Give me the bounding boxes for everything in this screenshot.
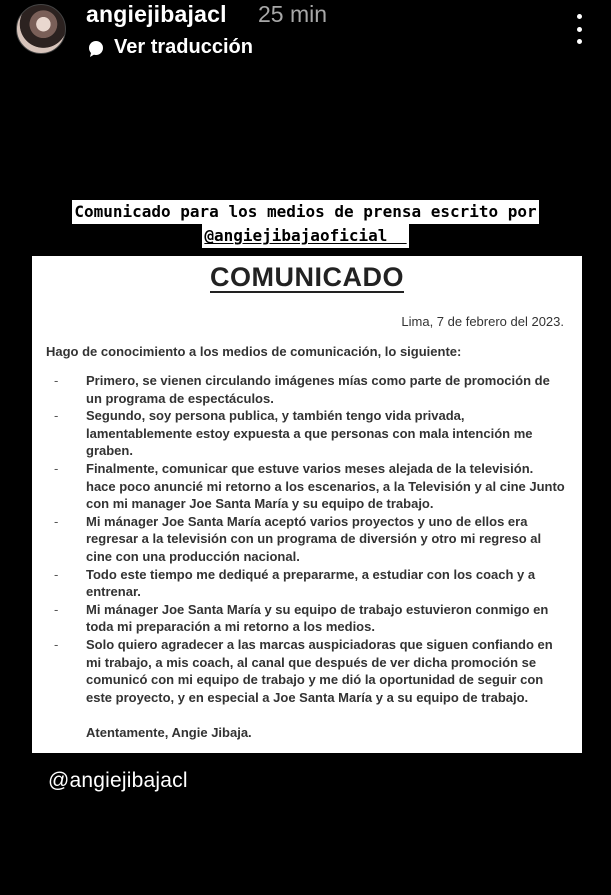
- list-item-line: entrenar.: [86, 584, 141, 600]
- list-item: [46, 460, 566, 513]
- list-item-line: graben.: [86, 443, 133, 459]
- list-item-line: hace poco anuncié mi retorno a los escenarios, a la Televisión y al cine Junto: [86, 478, 565, 494]
- list-item-line: toda mi preparación a mi retorno a los medios.: [86, 619, 375, 635]
- list-item-line: con mi manager Joe Santa María y su equipo de trabajo.: [86, 496, 434, 512]
- mention-tag[interactable]: @angiejibajacl: [48, 769, 188, 792]
- story-caption: [0, 200, 611, 248]
- press-release-document: [32, 256, 582, 753]
- list-item-line: Todo este tiempo me dediqué a prepararme, a estudiar con los coach y a: [86, 566, 536, 582]
- more-vertical-icon[interactable]: [569, 14, 589, 44]
- list-item-line: comunicó con mi equipo de trabajo y me dió la oportunidad de seguir con: [86, 672, 544, 688]
- list-item: [46, 372, 566, 407]
- list-item: [46, 636, 566, 706]
- document-list: [46, 372, 566, 706]
- translate-label: Ver traducción: [114, 36, 253, 58]
- list-item: [46, 513, 566, 566]
- post-time: 25 min: [258, 1, 328, 27]
- list-item-line: Finalmente, comunicar que estuve varios meses alejada de la televisión.: [86, 460, 534, 476]
- list-item-line: Segundo, soy persona publica, y también tengo vida privada,: [86, 408, 465, 424]
- list-bullet: -: [54, 373, 59, 388]
- list-bullet: -: [54, 408, 59, 424]
- document-title: COMUNICADO: [210, 262, 404, 292]
- list-item-line: este proyecto, y en especial a Joe Santa María y a su equipo de trabajo.: [86, 689, 529, 705]
- list-item-line: cine con una producción nacional.: [86, 548, 300, 564]
- story-header: [0, 0, 611, 70]
- list-item-line: lamentablemente estoy expuesta a que personas con mala intención me: [86, 425, 533, 441]
- translate-dot-icon: [88, 40, 104, 56]
- document-signature: Atentamente, Angie Jibaja.: [86, 725, 252, 740]
- document-intro: Hago de conocimiento a los medios de comunicación, lo siguiente:: [46, 344, 462, 359]
- list-item: [46, 601, 566, 636]
- list-item-line: Mi mánager Joe Santa María y su equipo de trabajo estuvieron conmigo en: [86, 601, 549, 617]
- caption-line-2: @angiejibajaoficial: [202, 224, 408, 248]
- username[interactable]: angiejibajacl: [86, 1, 227, 27]
- list-item: [46, 566, 566, 601]
- list-item-line: mi trabajo, a mis coach, al canal que después de ver dicha promoción se: [86, 654, 537, 670]
- caption-line-1: Comunicado para los medios de prensa escrito por: [72, 200, 538, 224]
- list-bullet: -: [54, 566, 59, 582]
- list-item-line: Primero, se vienen circulando imágenes mías como parte de promoción de: [86, 373, 550, 388]
- avatar[interactable]: [16, 4, 66, 54]
- translate-button[interactable]: [88, 36, 253, 59]
- document-date: Lima, 7 de febrero del 2023.: [401, 314, 564, 329]
- list-bullet: -: [54, 460, 59, 476]
- list-item: [46, 407, 566, 460]
- list-item-line: Mi mánager Joe Santa María aceptó varios proyectos y uno de ellos era: [86, 513, 528, 529]
- list-bullet: -: [54, 513, 59, 529]
- list-bullet: -: [54, 636, 59, 652]
- list-bullet: -: [54, 601, 59, 617]
- list-item-line: un programa de espectáculos.: [86, 390, 274, 406]
- list-item-line: regresar a la televisión con un programa de diversión y otro mi regreso al: [86, 531, 542, 547]
- list-item-line: Solo quiero agradecer a las marcas auspiciadoras que siguen confiando en: [86, 636, 553, 652]
